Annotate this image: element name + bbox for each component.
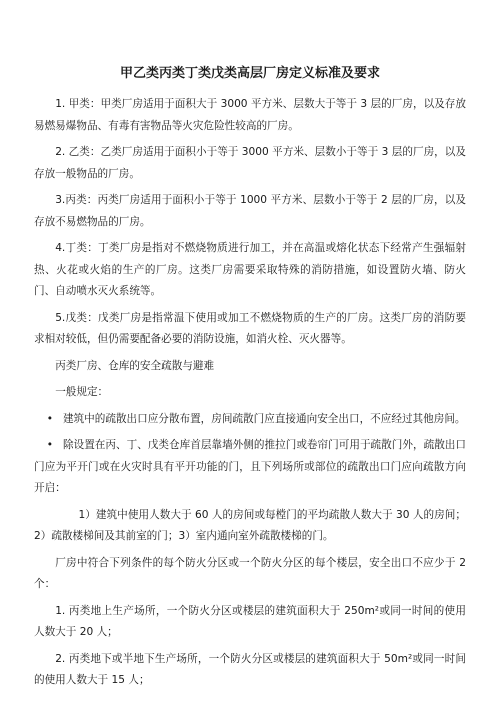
paragraph-class-c: 3.丙类：丙类厂房适用于面积小于等于 1000 平方米、层数小于等于 2 层的厂房，以及存放不易燃物品的厂房。 <box>34 194 466 228</box>
section-heading-evacuation: 丙类厂房、仓库的安全疏散与避难 <box>55 359 215 372</box>
paragraph-condition-2: 2. 丙类地下或半地下生产场所，一个防火分区或楼层的建筑面积大于 50m²或同一时间的使用人数大于 15 人； <box>34 652 466 686</box>
paragraph-exit-conditions: 厂房中符合下列条件的每个防火分区或一个防火分区的每个楼层，安全出口不应少于 2 个： <box>34 556 466 590</box>
paragraph-class-a: 1. 甲类：甲类厂房适用于面积大于 3000 平方米、层数大于等于 3 层的厂房，以及存放易燃易爆物品、有毒有害物品等火灾危险性较高的厂房。 <box>34 98 466 132</box>
bullet-item-exits <box>34 409 466 431</box>
paragraph-class-e: 5.戊类：戊类厂房是指常温下使用或加工不燃烧物质的生产的厂房。这类厂房的消防要求相对较低，但仍需要配备必要的消防设施，如消火栓、灭火器等。 <box>34 311 466 345</box>
bullet-icon: • <box>46 412 53 425</box>
sub-list-door-locations: 1）建筑中使用人数大于 60 人的房间或每樘门的平均疏散人数大于 30 人的房间；2）疏散楼梯间及其前室的门；3）室内通向室外疏散楼梯的门。 <box>34 508 466 542</box>
bullet-item-doors <box>34 435 466 500</box>
bullet-icon: • <box>46 439 53 451</box>
bullet-text: 建筑中的疏散出口应分散布置，房间疏散门应直接通向安全出口，不应经过其他房间。 <box>62 412 466 425</box>
paragraph-class-d: 4.丁类：丁类厂房是指对不燃烧物质进行加工，并在高温或熔化状态下经常产生强辐射热、火花或火焰的生产的厂房。这类厂房需要采取特殊的消防措施，如设置防火墙、防火门、自动喷水灭火系统等。 <box>34 242 466 297</box>
paragraph-condition-1: 1. 丙类地上生产场所，一个防火分区或楼层的建筑面积大于 250m²或同一时间的使用人数大于 20 人； <box>34 604 466 638</box>
paragraph-class-b: 2. 乙类：乙类厂房适用于面积小于等于 3000 平方米、层数小于等于 3 层的厂房，以及存放一般物品的厂房。 <box>34 146 466 180</box>
bullet-text: 除设置在丙、丁、戊类仓库首层靠墙外侧的推拉门或卷帘门可用于疏散门外，疏散出口门应为平开门或在火灾时具有平开功能的门，且下列场所或部位的疏散出口门应向疏散方向开启： <box>34 439 466 494</box>
document-title: 甲乙类丙类丁类戊类高层厂房定义标准及要求 <box>119 66 380 81</box>
general-rules-label: 一般规定： <box>55 386 109 398</box>
